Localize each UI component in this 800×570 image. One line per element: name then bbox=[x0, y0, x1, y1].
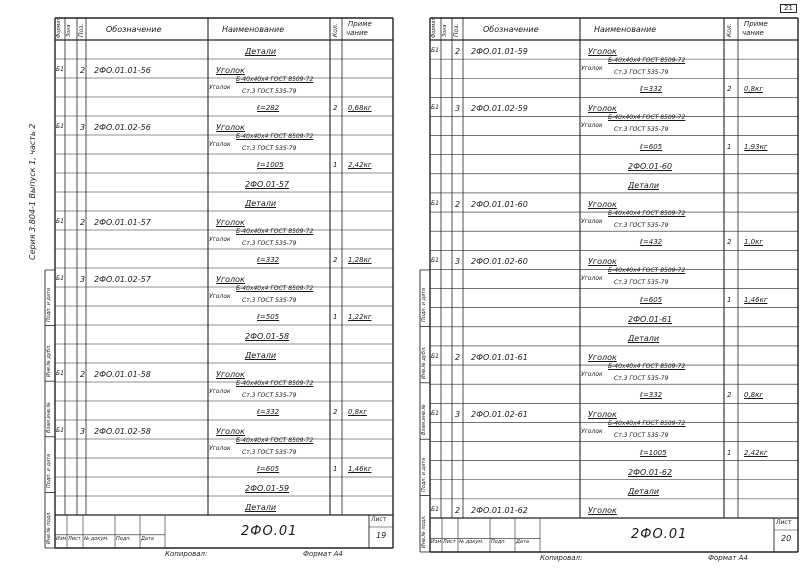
title-block-col: Изм bbox=[431, 539, 442, 546]
title-block-col: № докум. bbox=[459, 539, 484, 546]
row-format: Б1 bbox=[56, 427, 64, 434]
row-format: Б1 bbox=[431, 47, 439, 55]
row-qty: 1 bbox=[333, 161, 338, 169]
row-format: Б1 bbox=[56, 66, 64, 73]
row-note: 2,42кг bbox=[348, 161, 372, 169]
spec-line-2: Ст.3 ГОСТ 535-79 bbox=[242, 87, 297, 95]
length-value: ℓ=605 bbox=[257, 465, 280, 473]
title-block-col: Лист bbox=[68, 535, 81, 542]
section-title: 2ФО.01-61 bbox=[628, 314, 673, 324]
row-name: Уголок bbox=[588, 353, 617, 363]
row-note: 1,22кг bbox=[348, 313, 372, 321]
row-qty: 1 bbox=[333, 465, 338, 473]
row-qty: 2 bbox=[333, 256, 338, 264]
header-note-2: чание bbox=[346, 29, 368, 37]
stamp-label: Инв.№ подл. bbox=[421, 515, 427, 548]
spec-prefix: Уголок bbox=[581, 275, 603, 282]
row-format: Б1 bbox=[431, 200, 439, 208]
spec-prefix: Уголок bbox=[209, 235, 231, 243]
spec-line-2: Ст.3 ГОСТ 535-79 bbox=[614, 68, 669, 76]
length-value: ℓ=1005 bbox=[640, 448, 667, 457]
length-value: ℓ=605 bbox=[640, 295, 663, 304]
spec-prefix: Уголок bbox=[581, 370, 603, 378]
row-qty: 1 bbox=[727, 295, 732, 304]
spec-prefix: Уголок bbox=[581, 122, 603, 130]
format-label: Формат А4 bbox=[708, 554, 748, 562]
sheet-label: Лист bbox=[371, 516, 387, 523]
row-name: Уголок bbox=[216, 123, 245, 132]
title-block-col: Лист bbox=[443, 539, 456, 546]
row-name: Уголок bbox=[588, 506, 617, 515]
header-designation: Обозначение bbox=[106, 25, 162, 34]
row-pos: 2 bbox=[80, 370, 86, 379]
table-grid bbox=[0, 0, 395, 565]
row-note: 1,46кг bbox=[744, 295, 768, 304]
row-pos: 3 bbox=[455, 410, 461, 420]
row-note: 1,28кг bbox=[348, 256, 372, 264]
row-note: 1,0кг bbox=[744, 238, 764, 247]
title-block-col: Дата bbox=[141, 535, 154, 542]
row-format: Б1 bbox=[431, 410, 439, 418]
length-value: ℓ=282 bbox=[257, 104, 280, 112]
stamp-label: Подп. и дата bbox=[46, 454, 52, 489]
length-value: ℓ=332 bbox=[640, 391, 663, 400]
row-pos: 3 bbox=[455, 257, 461, 267]
row-qty: 1 bbox=[727, 142, 732, 151]
spec-line-2: Ст.3 ГОСТ 535-79 bbox=[614, 279, 669, 286]
section-title: Детали bbox=[628, 180, 660, 190]
row-note: 0,68кг bbox=[348, 104, 372, 112]
row-name: Уголок bbox=[588, 104, 617, 114]
spec-line-1: Б-40х40х4 ГОСТ 8509-72 bbox=[236, 285, 314, 292]
row-pos: 2 bbox=[455, 47, 461, 57]
row-qty: 2 bbox=[333, 104, 338, 112]
spec-prefix: Уголок bbox=[581, 64, 603, 72]
row-note: 1,46кг bbox=[348, 465, 372, 473]
stamp-label: Подп. и дата bbox=[46, 287, 52, 322]
sheet-number: 20 bbox=[781, 534, 792, 543]
row-designation: 2ФО.01.01-60 bbox=[471, 200, 528, 210]
stamp-label: Подп. и дата bbox=[421, 288, 427, 323]
length-value: ℓ=332 bbox=[257, 408, 280, 416]
length-value: ℓ=332 bbox=[257, 256, 280, 264]
header-qty: Кол. bbox=[726, 23, 733, 37]
row-pos: 2 bbox=[455, 353, 461, 363]
row-qty: 2 bbox=[727, 85, 732, 94]
row-format: Б1 bbox=[431, 104, 439, 112]
spec-prefix: Уголок bbox=[581, 427, 603, 435]
length-value: ℓ=505 bbox=[257, 313, 280, 321]
format-label: Формат А4 bbox=[303, 550, 343, 558]
header-zone: Зона bbox=[442, 24, 448, 37]
spec-line-1: Б-40х40х4 ГОСТ 8509-72 bbox=[236, 76, 314, 83]
title-block-col: Дата bbox=[516, 539, 529, 546]
title-block-col: № докум. bbox=[84, 535, 109, 542]
row-pos: 3 bbox=[455, 104, 461, 114]
row-name: Уголок bbox=[588, 200, 617, 210]
row-pos: 2 bbox=[80, 66, 86, 75]
header-pos: Поз. bbox=[78, 23, 85, 37]
header-designation: Обозначение bbox=[483, 25, 539, 34]
row-note: 0,8кг bbox=[744, 85, 764, 94]
row-pos: 2 bbox=[455, 506, 461, 515]
spec-line-1: Б-40х40х4 ГОСТ 8509-72 bbox=[236, 228, 314, 235]
header-name: Наименование bbox=[594, 25, 657, 34]
section-title: 2ФО.01-60 bbox=[628, 161, 673, 171]
row-qty: 2 bbox=[727, 238, 732, 247]
spec-line-1: Б-40х40х4 ГОСТ 8509-72 bbox=[608, 363, 686, 371]
row-format: Б1 bbox=[56, 275, 64, 282]
row-pos: 2 bbox=[455, 200, 461, 210]
right-sheet bbox=[402, 0, 800, 565]
spec-line-1: Б-40х40х4 ГОСТ 8509-72 bbox=[608, 210, 686, 218]
spec-line-2: Ст.3 ГОСТ 535-79 bbox=[614, 221, 669, 229]
row-pos: 3 bbox=[80, 275, 86, 284]
section-title: 2ФО.01-59 bbox=[245, 484, 290, 493]
row-name: Уголок bbox=[216, 427, 245, 436]
sheet-label: Лист bbox=[776, 519, 792, 526]
stamp-label: Взам.инв.№ bbox=[421, 404, 427, 436]
stamp-label: Инв.№ дубл. bbox=[421, 346, 427, 379]
doc-code: 2ФО.01 bbox=[241, 524, 298, 539]
length-value: ℓ=332 bbox=[640, 85, 663, 94]
title-block-col: Подп. bbox=[491, 539, 507, 546]
row-name: Уголок bbox=[588, 410, 617, 420]
row-format: Б1 bbox=[431, 506, 439, 513]
row-format: Б1 bbox=[431, 353, 439, 361]
spec-line-2: Ст.3 ГОСТ 535-79 bbox=[614, 126, 669, 134]
header-name: Наименование bbox=[222, 25, 285, 34]
header-zone: Зона bbox=[66, 24, 72, 37]
spec-line-1: Б-40х40х4 ГОСТ 8509-72 bbox=[608, 267, 686, 275]
spec-prefix: Уголок bbox=[209, 140, 231, 148]
row-format: Б1 bbox=[56, 370, 64, 377]
spec-prefix: Уголок bbox=[209, 444, 231, 452]
section-title: 2ФО.01-57 bbox=[245, 180, 290, 189]
row-note: 2,42кг bbox=[744, 448, 768, 457]
sheet-number: 19 bbox=[376, 531, 387, 540]
row-designation: 2ФО.01.01-56 bbox=[94, 66, 151, 75]
table-grid bbox=[402, 0, 800, 565]
title-block-col: Изм bbox=[56, 535, 67, 542]
row-name: Уголок bbox=[216, 66, 245, 75]
spec-line-2: Ст.3 ГОСТ 535-79 bbox=[242, 448, 297, 456]
row-designation: 2ФО.01.01-59 bbox=[471, 47, 528, 57]
spec-line-1: Б-40х40х4 ГОСТ 8509-72 bbox=[236, 380, 314, 387]
section-title: Детали bbox=[628, 486, 660, 496]
row-name: Уголок bbox=[588, 257, 617, 267]
row-designation: 2ФО.01.01-62 bbox=[471, 506, 528, 515]
row-name: Уголок bbox=[216, 218, 245, 227]
series-label: Серия 3.804-1 Выпуск 1, часть 2 bbox=[28, 123, 37, 260]
row-designation: 2ФО.01.01-58 bbox=[94, 370, 151, 379]
row-designation: 2ФО.01.02-58 bbox=[94, 427, 151, 436]
section-title: 2ФО.01-62 bbox=[628, 467, 673, 477]
spec-prefix: Уголок bbox=[209, 387, 231, 395]
row-pos: 3 bbox=[80, 427, 86, 436]
header-pos: Поз. bbox=[453, 23, 460, 37]
header-note-1: Приме bbox=[348, 20, 372, 28]
row-note: 1,93кг bbox=[744, 142, 768, 151]
section-title: Детали bbox=[245, 351, 277, 360]
header-note-2: чание bbox=[742, 29, 764, 37]
spec-line-2: Ст.3 ГОСТ 535-79 bbox=[614, 374, 669, 382]
spec-prefix: Уголок bbox=[209, 83, 231, 91]
row-qty: 2 bbox=[727, 391, 732, 400]
row-designation: 2ФО.01.02-57 bbox=[94, 275, 151, 284]
stamp-label: Инв.№ подл. bbox=[46, 511, 52, 544]
row-format: Б1 bbox=[56, 123, 64, 130]
left-sheet bbox=[0, 0, 395, 565]
row-designation: 2ФО.01.01-61 bbox=[471, 353, 528, 363]
spec-line-2: Ст.3 ГОСТ 535-79 bbox=[242, 239, 297, 247]
row-designation: 2ФО.01.02-60 bbox=[471, 257, 528, 267]
spec-line-2: Ст.3 ГОСТ 535-79 bbox=[614, 431, 669, 439]
title-block-col: Подп. bbox=[116, 535, 132, 542]
spec-line-1: Б-40х40х4 ГОСТ 8509-72 bbox=[236, 133, 314, 140]
spec-line-1: Б-40х40х4 ГОСТ 8509-72 bbox=[608, 420, 686, 428]
header-format: Формат bbox=[56, 17, 62, 38]
section-title: Детали bbox=[245, 199, 277, 208]
row-format: Б1 bbox=[431, 257, 439, 265]
row-name: Уголок bbox=[216, 370, 245, 379]
doc-code: 2ФО.01 bbox=[631, 527, 688, 542]
row-designation: 2ФО.01.01-57 bbox=[94, 218, 151, 227]
spec-line-2: Ст.3 ГОСТ 535-79 bbox=[242, 144, 297, 152]
stamp-label: Инв.№ дубл. bbox=[46, 344, 52, 378]
row-pos: 2 bbox=[80, 218, 86, 227]
row-designation: 2ФО.01.02-59 bbox=[471, 104, 528, 114]
page-number-tag: 21 bbox=[780, 4, 797, 13]
copied-by: Копировал: bbox=[540, 554, 583, 562]
row-qty: 1 bbox=[727, 448, 732, 457]
spec-prefix: Уголок bbox=[209, 292, 231, 300]
copied-by: Копировал: bbox=[165, 550, 208, 558]
section-title: Детали bbox=[628, 333, 660, 343]
spec-line-2: Ст.3 ГОСТ 535-79 bbox=[242, 391, 297, 399]
row-note: 0,8кг bbox=[348, 408, 368, 416]
row-note: 0,8кг bbox=[744, 391, 764, 400]
row-designation: 2ФО.01.02-56 bbox=[94, 123, 151, 132]
spec-line-1: Б-40х40х4 ГОСТ 8509-72 bbox=[608, 114, 686, 122]
row-name: Уголок bbox=[588, 47, 617, 57]
stamp-label: Взам.инв.№ bbox=[46, 402, 52, 433]
row-qty: 1 bbox=[333, 313, 338, 321]
header-note-1: Приме bbox=[744, 20, 768, 28]
section-title: Детали bbox=[245, 47, 277, 56]
row-format: Б1 bbox=[56, 218, 64, 225]
length-value: ℓ=605 bbox=[640, 142, 663, 151]
spec-line-2: Ст.3 ГОСТ 535-79 bbox=[242, 296, 297, 304]
stamp-label: Подп. и дата bbox=[421, 457, 427, 492]
section-title: Детали bbox=[245, 503, 277, 512]
header-qty: Кол. bbox=[332, 23, 339, 37]
row-qty: 2 bbox=[333, 408, 338, 416]
spec-line-1: Б-40х40х4 ГОСТ 8509-72 bbox=[236, 437, 314, 444]
length-value: ℓ=432 bbox=[640, 238, 663, 247]
row-name: Уголок bbox=[216, 275, 245, 284]
spec-line-1: Б-40х40х4 ГОСТ 8509-72 bbox=[608, 57, 686, 65]
row-designation: 2ФО.01.02-61 bbox=[471, 410, 528, 420]
length-value: ℓ=1005 bbox=[257, 161, 284, 169]
header-format: Формат bbox=[431, 17, 437, 38]
section-title: 2ФО.01-58 bbox=[245, 332, 290, 341]
spec-prefix: Уголок bbox=[581, 217, 603, 225]
row-pos: 3 bbox=[80, 123, 86, 132]
